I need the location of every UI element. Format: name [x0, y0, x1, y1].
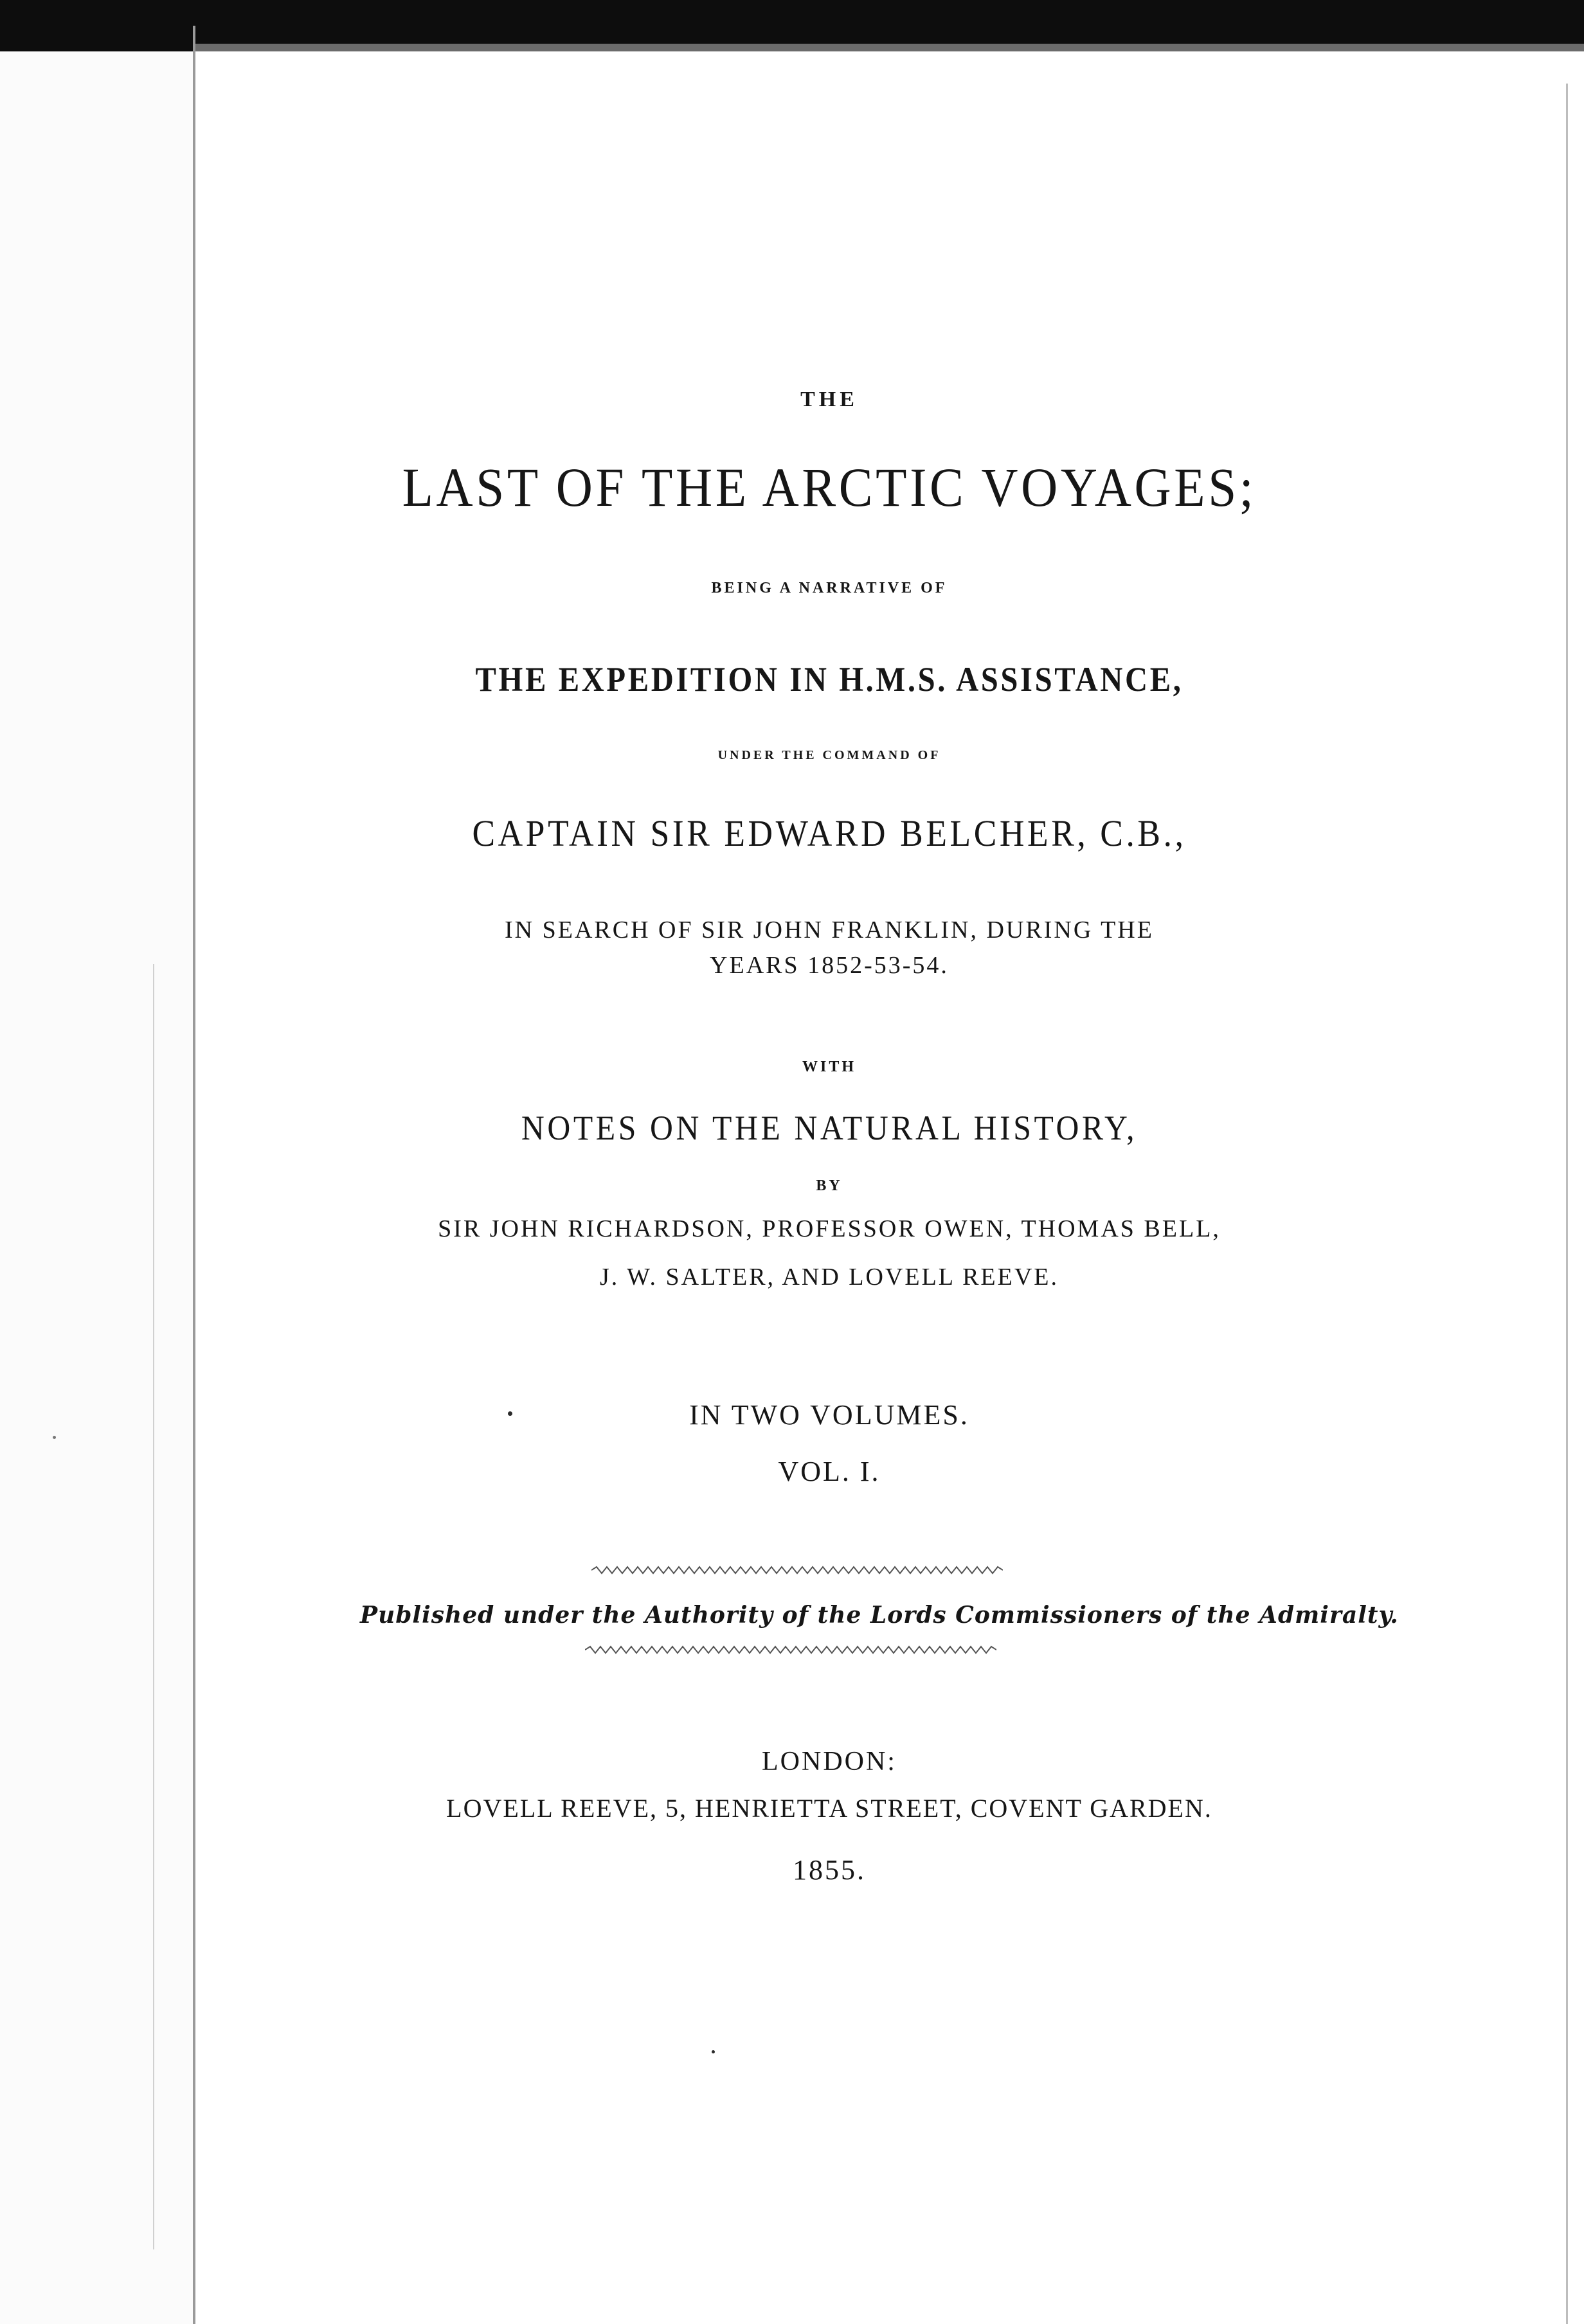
imprint-year: 1855. — [793, 1854, 866, 1886]
imprint-city: LONDON: — [762, 1747, 897, 1776]
ornamental-rule-top — [591, 1566, 1003, 1575]
expedition-title: THE EXPEDITION IN H.M.S. ASSISTANCE, — [475, 660, 1184, 699]
notes-title: NOTES ON THE NATURAL HISTORY, — [521, 1109, 1138, 1147]
authority-statement: Published under the Authority of the Lords Commissioners of the Admiralty. — [360, 1602, 1399, 1629]
command-intro: UNDER THE COMMAND OF — [717, 748, 941, 762]
ornamental-rule-bottom — [585, 1645, 996, 1654]
main-title: LAST OF THE ARCTIC VOYAGES; — [402, 456, 1257, 518]
volume-number: VOL. I. — [778, 1456, 881, 1487]
by-label: BY — [816, 1177, 843, 1194]
imprint-publisher: LOVELL REEVE, 5, HENRIETTA STREET, COVENT GARDEN. — [446, 1794, 1212, 1823]
volumes-note: IN TWO VOLUMES. — [689, 1399, 969, 1431]
title-article: THE — [800, 388, 858, 411]
with-label: WITH — [802, 1059, 856, 1075]
subtitle-intro: BEING A NARRATIVE OF — [711, 580, 948, 596]
captain-name: CAPTAIN SIR EDWARD BELCHER, C.B., — [472, 812, 1187, 854]
authors-line-2: J. W. SALTER, AND LOVELL REEVE. — [599, 1264, 1059, 1291]
authors-line-1: SIR JOHN RICHARDSON, PROFESSOR OWEN, THOMAS BELL, — [438, 1215, 1221, 1242]
search-line-2: YEARS 1852-53-54. — [710, 952, 949, 979]
search-line-1: IN SEARCH OF SIR JOHN FRANKLIN, DURING THE — [505, 916, 1154, 943]
